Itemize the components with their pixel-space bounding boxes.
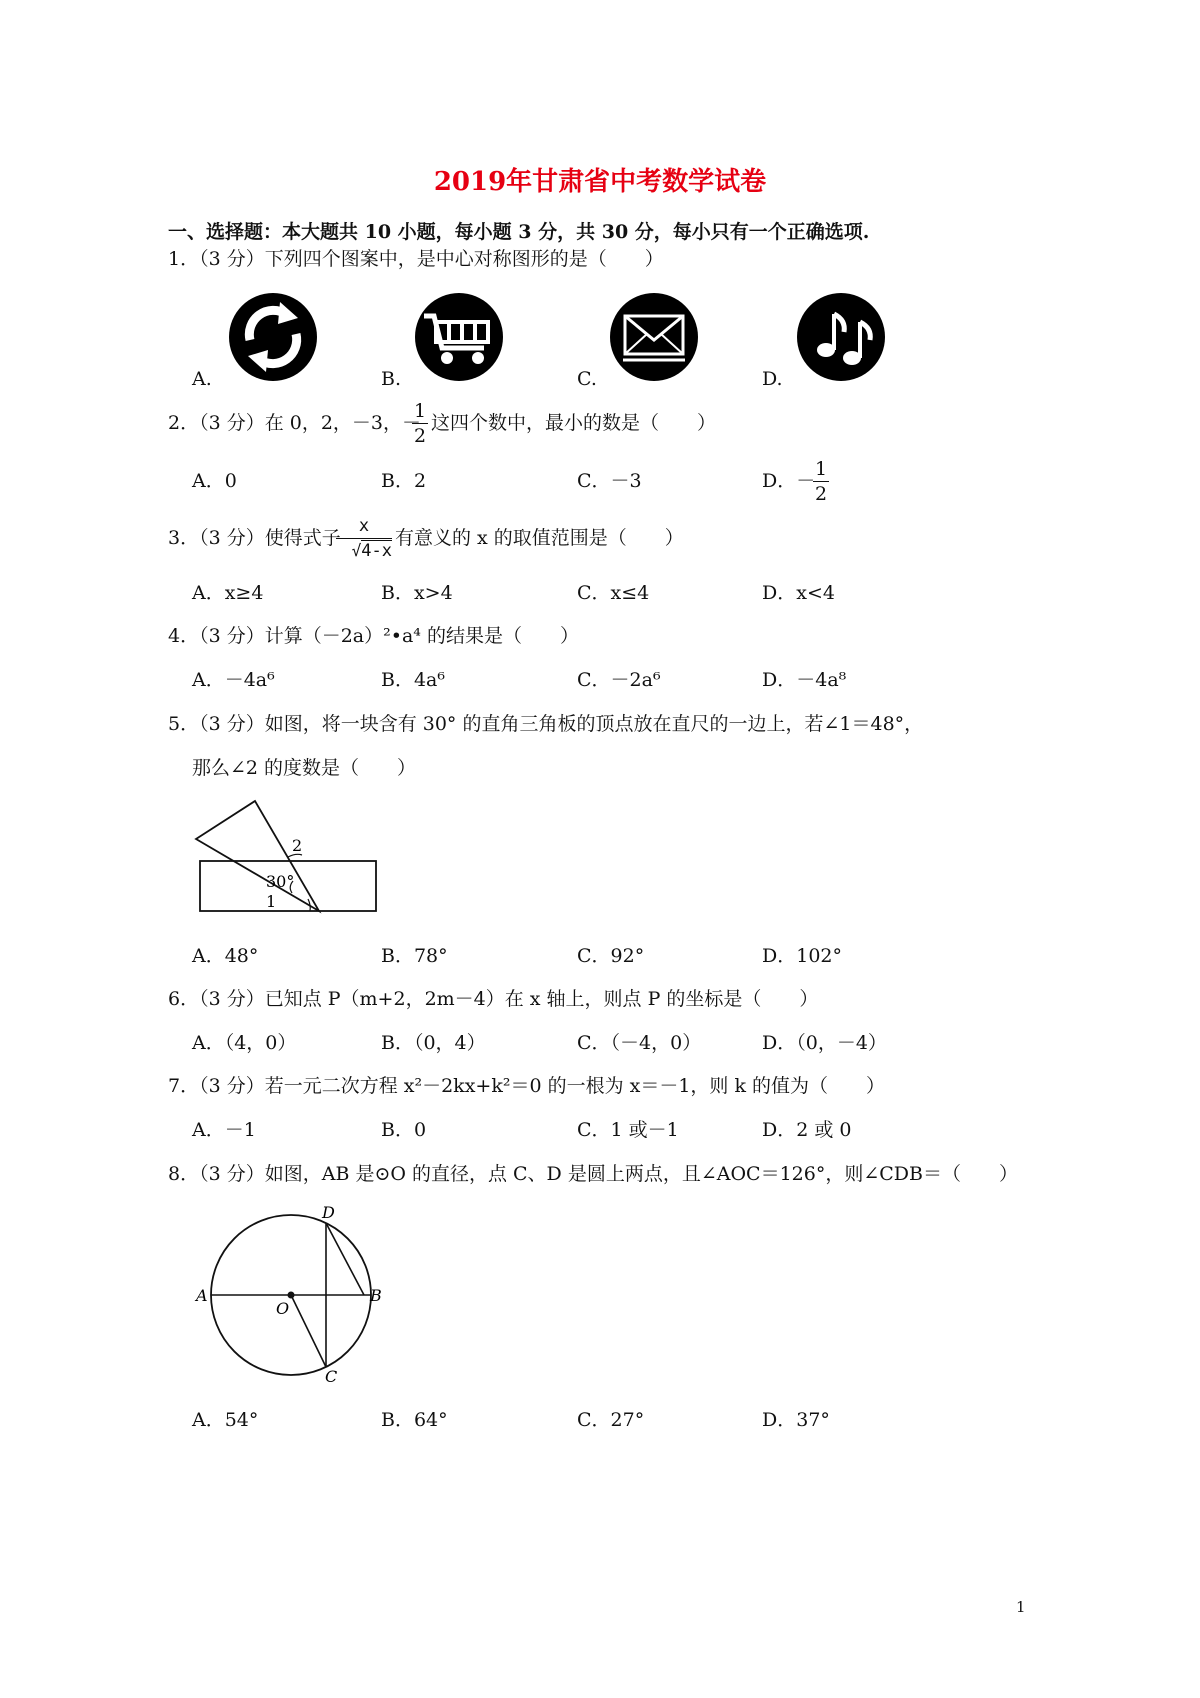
q3-option-d: D．x<4 (762, 582, 835, 604)
q2-option-c: C．－3 (577, 470, 642, 492)
question-7-stem: 7．（3 分）若一元二次方程 x²－2kx+k²＝0 的一根为 x＝－1，则 k 的值为（ ） (168, 1075, 886, 1097)
q8-circle-figure (190, 1204, 390, 1389)
question-8-stem: 8．（3 分）如图，AB 是⊙O 的直径，点 C、D 是圆上两点，且∠AOC＝126°，则∠CDB＝（ ） (168, 1163, 1019, 1185)
q4-option-b: B．4a⁶ (381, 669, 445, 691)
q5-label-1: 1 (266, 892, 277, 911)
question-3-stem-b: 有意义的 x 的取值范围是（ ） (395, 527, 684, 549)
q2-option-a: A．0 (192, 470, 237, 492)
q8-option-c: C．27° (577, 1409, 645, 1431)
q8-label-a: A (196, 1286, 208, 1305)
q5-label-2: 2 (292, 836, 303, 855)
q1-option-a: A. (192, 368, 212, 390)
q1-option-b: B. (381, 368, 402, 390)
q6-option-a: A．（4，0） (192, 1032, 297, 1054)
question-5-stem-line2: 那么∠2 的度数是（ ） (192, 757, 417, 779)
q6-option-c: C．（－4，0） (577, 1032, 702, 1054)
question-5-stem-line1: 5．（3 分）如图，将一块含有 30° 的直角三角板的顶点放在直尺的一边上，若∠1＝48°， (168, 713, 924, 735)
q1-option-c: C. (577, 368, 597, 390)
q5-option-b: B．78° (381, 945, 448, 967)
envelope-icon (609, 292, 699, 382)
q2-option-d-fraction (813, 458, 829, 505)
q6-option-b: B．（0，4） (381, 1032, 486, 1054)
page-number: 1 (1016, 1598, 1026, 1616)
q2-fraction (412, 400, 428, 447)
question-3-stem-a: 3．（3 分）使得式子 (168, 527, 341, 549)
q5-option-c: C．92° (577, 945, 645, 967)
q5-option-d: D．102° (762, 945, 842, 967)
q5-ruler-triangle-figure (190, 795, 385, 920)
q2-option-d: D．－ (762, 470, 816, 492)
q4-option-c: C．－2a⁶ (577, 669, 661, 691)
q6-option-d: D．（0，－4） (762, 1032, 887, 1054)
q8-option-b: B．64° (381, 1409, 448, 1431)
q2-opt-d-frac-den: 2 (814, 483, 828, 505)
question-4-stem: 4．（3 分）计算（－2a）²•a⁴ 的结果是（ ） (168, 625, 579, 647)
section-heading: 一、选择题：本大题共 10 小题，每小题 3 分，共 30 分，每小只有一个正确选项. (168, 221, 870, 243)
q3-option-b: B．x>4 (381, 582, 453, 604)
q8-label-o: O (276, 1299, 290, 1318)
q3-frac-num: x (358, 516, 370, 536)
q8-label-c: C (325, 1367, 338, 1386)
question-2-stem-b: 这四个数中，最小的数是（ ） (431, 412, 717, 434)
music-note-icon (796, 292, 886, 382)
q2-frac-num: 1 (413, 400, 427, 422)
q3-fraction: x √4-x (336, 515, 392, 562)
recycle-arrows-icon (228, 292, 318, 382)
q8-option-d: D．37° (762, 1409, 830, 1431)
q8-option-a: A．54° (192, 1409, 259, 1431)
q1-option-d: D. (762, 368, 783, 390)
question-2-stem-a: 2．（3 分）在 0，2，－3，－ (168, 412, 422, 434)
q3-option-a: A．x≥4 (192, 582, 264, 604)
q2-opt-d-frac-num: 1 (814, 458, 828, 480)
question-6-stem: 6．（3 分）已知点 P（m+2，2m－4）在 x 轴上，则点 P 的坐标是（ ） (168, 988, 819, 1010)
q7-option-c: C．1 或－1 (577, 1119, 679, 1141)
q3-option-c: C．x≤4 (577, 582, 650, 604)
q8-label-d: D (322, 1204, 335, 1222)
q2-frac-den: 2 (413, 425, 427, 447)
q4-option-d: D．－4a⁸ (762, 669, 847, 691)
shopping-cart-icon (414, 292, 504, 382)
q8-label-b: B (370, 1286, 382, 1305)
q5-option-a: A．48° (192, 945, 259, 967)
q7-option-d: D．2 或 0 (762, 1119, 852, 1141)
q7-option-b: B．0 (381, 1119, 427, 1141)
q2-option-b: B．2 (381, 470, 427, 492)
q4-option-a: A．－4a⁶ (192, 669, 275, 691)
q3-frac-den: 4-x (361, 541, 392, 561)
q7-option-a: A．－1 (192, 1119, 256, 1141)
page-title: 2019年甘肃省中考数学试卷 (433, 167, 767, 197)
question-1-stem: 1．（3 分）下列四个图案中，是中心对称图形的是（ ） (168, 248, 664, 270)
q5-label-30deg: 30° (266, 872, 295, 891)
